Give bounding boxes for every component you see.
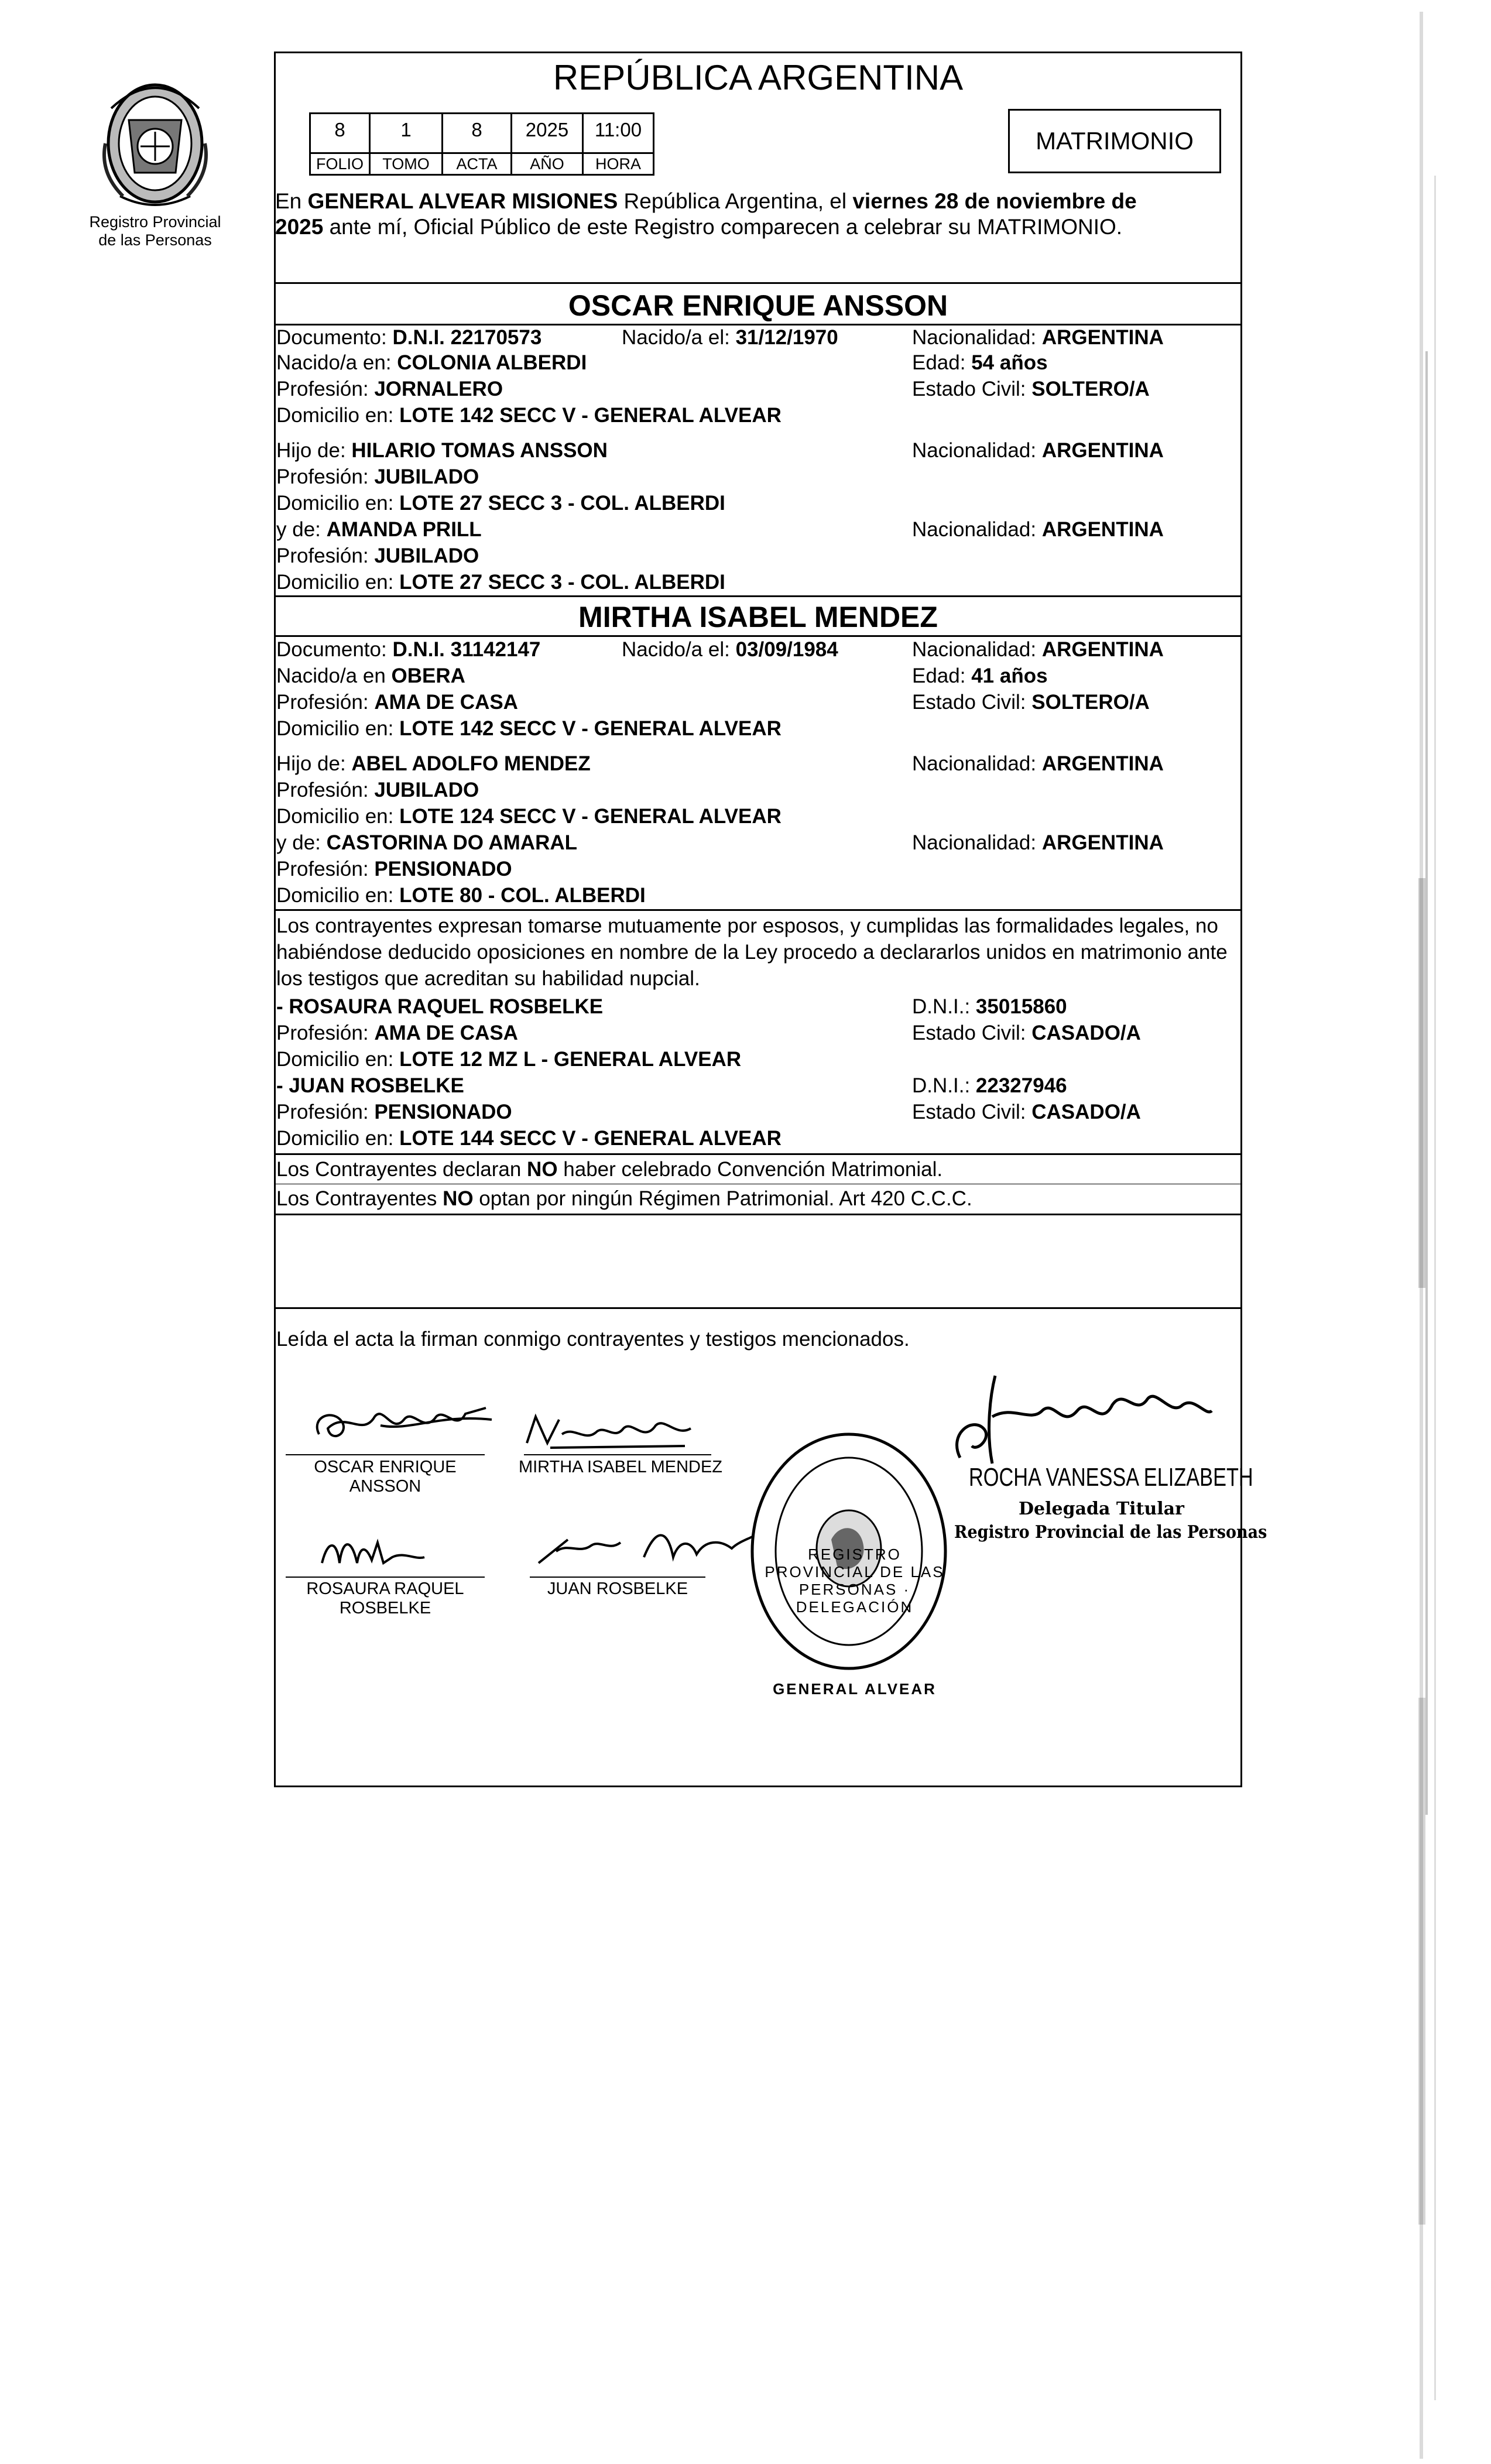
grid-hora: 11:00 HORA (584, 114, 653, 174)
stamp-text: REGISTRO PROVINCIAL DE LAS PERSONAS · DELEGACIÓN GENERAL ALVEAR (765, 1545, 945, 1698)
groom-mother: y de: AMANDA PRILL (276, 518, 482, 541)
signature-line (286, 1454, 485, 1455)
witness-2-signature-caption: JUAN ROSBELKE (547, 1579, 688, 1598)
groom-father: Hijo de: HILARIO TOMAS ANSSON (276, 439, 608, 462)
groom-mother-address: Domicilio en: LOTE 27 SECC 3 - COL. ALBERDI (276, 571, 725, 594)
scan-edge-noise (1408, 0, 1491, 2461)
witness-1-address: Domicilio en: LOTE 12 MZ L - GENERAL ALVEAR (276, 1048, 742, 1071)
grid-folio: 8 FOLIO (311, 114, 371, 174)
groom-name-heading: OSCAR ENRIQUE ANSSON (568, 289, 948, 322)
witness-2-dni: D.N.I.: 22327946 (912, 1074, 1067, 1097)
official-name: ROCHA VANESSA ELIZABETH (969, 1463, 1253, 1492)
divider (274, 324, 1242, 325)
groom-birthdate: Nacido/a el: 31/12/1970 (622, 326, 838, 349)
declaration-line: Los contrayentes expresan tomarse mutuamente por esposos, y cumplidas las formalidades legales, no (276, 914, 1218, 937)
witness-2-name: - JUAN ROSBELKE (276, 1074, 464, 1097)
divider (274, 635, 1242, 637)
bride-father-address: Domicilio en: LOTE 124 SECC V - GENERAL ALVEAR (276, 805, 782, 828)
bride-profession: Profesión: AMA DE CASA (276, 691, 518, 714)
divider (274, 282, 1242, 284)
grid-anio: 2025 AÑO (512, 114, 584, 174)
intro-paragraph: En GENERAL ALVEAR MISIONES República Argentina, el viernes 28 de noviembre de 2025 ante mí, Oficial Público de este Registro comparecen a celebrar su MATRIMONIO. (275, 189, 1137, 239)
groom-father-address: Domicilio en: LOTE 27 SECC 3 - COL. ALBERDI (276, 492, 725, 515)
bride-signature (515, 1402, 702, 1455)
page-title: REPÚBLICA ARGENTINA (553, 58, 964, 97)
witness-1-name: - ROSAURA RAQUEL ROSBELKE (276, 995, 604, 1018)
divider (274, 909, 1242, 911)
groom-birthplace: Nacido/a en: COLONIA ALBERDI (276, 351, 587, 374)
regime-line: Los Contrayentes NO optan por ningún Régimen Patrimonial. Art 420 C.C.C. (276, 1187, 972, 1210)
divider (274, 1153, 1242, 1155)
groom-document: Documento: D.N.I. 22170573 (276, 326, 542, 349)
divider (274, 1307, 1242, 1309)
groom-address: Domicilio en: LOTE 142 SECC V - GENERAL ALVEAR (276, 404, 782, 427)
bride-father-profession: Profesión: JUBILADO (276, 779, 479, 801)
groom-nationality: Nacionalidad: ARGENTINA (912, 326, 1164, 349)
act-type-box: MATRIMONIO (1008, 109, 1221, 173)
groom-mother-nationality: Nacionalidad: ARGENTINA (912, 518, 1164, 541)
groom-father-profession: Profesión: JUBILADO (276, 465, 479, 488)
divider (274, 1214, 1242, 1215)
divider (274, 595, 1242, 597)
bride-address: Domicilio en: LOTE 142 SECC V - GENERAL ALVEAR (276, 717, 782, 740)
groom-signature (310, 1393, 498, 1452)
grid-tomo: 1 TOMO (371, 114, 443, 174)
witness-1-profession: Profesión: AMA DE CASA (276, 1022, 518, 1044)
bride-birthplace: Nacido/a en OBERA (276, 664, 465, 687)
official-title: Delegada Titular (1019, 1499, 1184, 1519)
bride-birthdate: Nacido/a el: 03/09/1984 (622, 638, 838, 661)
witness-2-address: Domicilio en: LOTE 144 SECC V - GENERAL ALVEAR (276, 1127, 782, 1150)
official-organization: Registro Provincial de las Personas (954, 1522, 1267, 1543)
witness-1-signature (316, 1528, 433, 1575)
bride-document: Documento: D.N.I. 31142147 (276, 638, 541, 661)
groom-age: Edad: 54 años (912, 351, 1048, 374)
groom-civil-status: Estado Civil: SOLTERO/A (912, 378, 1150, 400)
grid-acta: 8 ACTA (443, 114, 512, 174)
bride-name-heading: MIRTHA ISABEL MENDEZ (578, 601, 938, 633)
bride-mother-nationality: Nacionalidad: ARGENTINA (912, 831, 1164, 854)
witness-1-dni: D.N.I.: 35015860 (912, 995, 1067, 1018)
groom-profession: Profesión: JORNALERO (276, 378, 503, 400)
witness-2-signature (527, 1516, 755, 1575)
groom-father-nationality: Nacionalidad: ARGENTINA (912, 439, 1164, 462)
signature-line (286, 1577, 485, 1578)
registration-grid (309, 112, 654, 176)
bride-father: Hijo de: ABEL ADOLFO MENDEZ (276, 752, 591, 775)
closing-statement: Leída el acta la firman conmigo contrayentes y testigos mencionados. (276, 1328, 910, 1351)
signature-line (524, 1454, 711, 1455)
bride-mother-profession: Profesión: PENSIONADO (276, 858, 512, 880)
bride-civil-status: Estado Civil: SOLTERO/A (912, 691, 1150, 714)
bride-mother: y de: CASTORINA DO AMARAL (276, 831, 578, 854)
bride-signature-caption: MIRTHA ISABEL MENDEZ (518, 1458, 723, 1476)
registry-emblem (88, 73, 222, 211)
witness-2-profession: Profesión: PENSIONADO (276, 1101, 512, 1123)
bride-mother-address: Domicilio en: LOTE 80 - COL. ALBERDI (276, 884, 646, 907)
groom-mother-profession: Profesión: JUBILADO (276, 544, 479, 567)
declaration-line: los testigos que acreditan su habilidad nupcial. (276, 967, 700, 990)
declaration-line: habiéndose deducido oposiciones en nombre de la Ley procedo a declararlos unidos en matrimonio ante (276, 941, 1228, 964)
witness-1-civil-status: Estado Civil: CASADO/A (912, 1022, 1141, 1044)
signature-line (530, 1577, 705, 1578)
bride-nationality: Nacionalidad: ARGENTINA (912, 638, 1164, 661)
bride-age: Edad: 41 años (912, 664, 1048, 687)
registry-name: Registro Provincial de las Personas (89, 213, 221, 249)
groom-signature-caption: OSCAR ENRIQUE ANSSON (314, 1458, 457, 1496)
witness-1-signature-caption: ROSAURA RAQUEL ROSBELKE (306, 1579, 464, 1617)
bride-father-nationality: Nacionalidad: ARGENTINA (912, 752, 1164, 775)
convention-line: Los Contrayentes declaran NO haber celebrado Convención Matrimonial. (276, 1158, 943, 1181)
witness-2-civil-status: Estado Civil: CASADO/A (912, 1101, 1141, 1123)
